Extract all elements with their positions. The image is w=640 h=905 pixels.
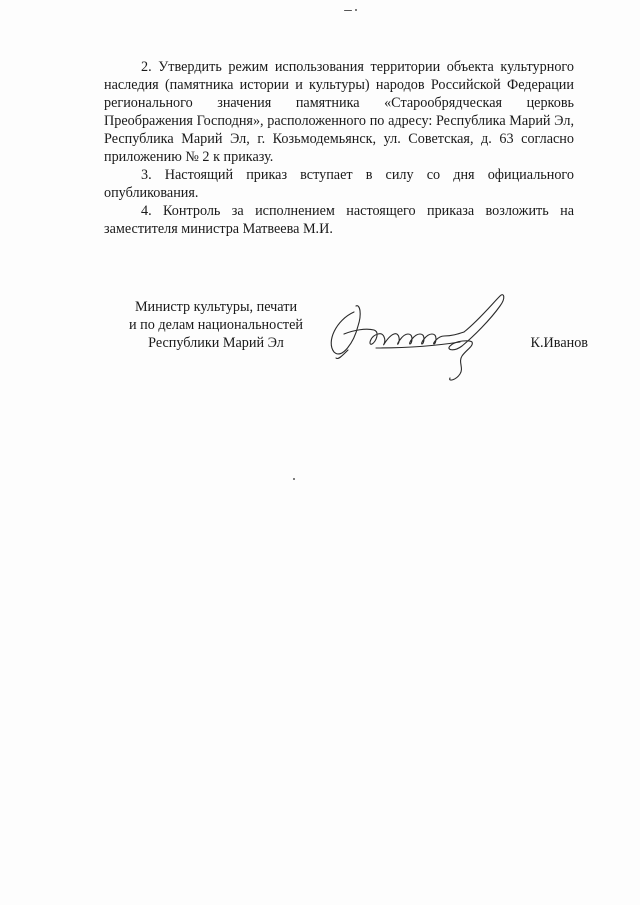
- paragraph-number: 2.: [141, 59, 152, 75]
- signatory-title-line: Министр культуры, печати: [134, 299, 298, 315]
- paragraph-text: Утвердить режим использования территории объекта культурного наследия (памятника истории и культуры) народов Российской Федерации регионального значения памятника «Старообрядческая церковь Преображения Господня», расположенного по адресу: Республика Марий Эл, Республика Марий Эл, г. Козьмодемьянск, ул. Советская, д. 63 согласно приложению № 2 к приказу.: [104, 59, 574, 165]
- signature-block: [104, 298, 588, 398]
- handwritten-signature: [314, 290, 524, 390]
- scan-speck: [355, 9, 357, 11]
- paragraph-number: 4.: [141, 203, 152, 219]
- paragraph-3: [104, 166, 574, 202]
- scan-speck: [344, 10, 352, 11]
- order-body: [104, 58, 574, 238]
- paragraph-number: 3.: [141, 167, 152, 183]
- scan-speck: [293, 478, 295, 480]
- signatory-title-line: и по делам национальностей: [129, 317, 303, 333]
- paragraph-text: Контроль за исполнением настоящего приказа возложить на заместителя министра Матвеева М.И.: [104, 203, 574, 237]
- paragraph-2: [104, 58, 574, 166]
- signatory-name: К.Иванов: [530, 335, 588, 351]
- signatory-title: [104, 298, 328, 352]
- paragraph-4: [104, 202, 574, 238]
- signatory-title-line: Республики Марий Эл: [148, 335, 284, 351]
- paragraph-text: Настоящий приказ вступает в силу со дня официального опубликования.: [104, 167, 574, 201]
